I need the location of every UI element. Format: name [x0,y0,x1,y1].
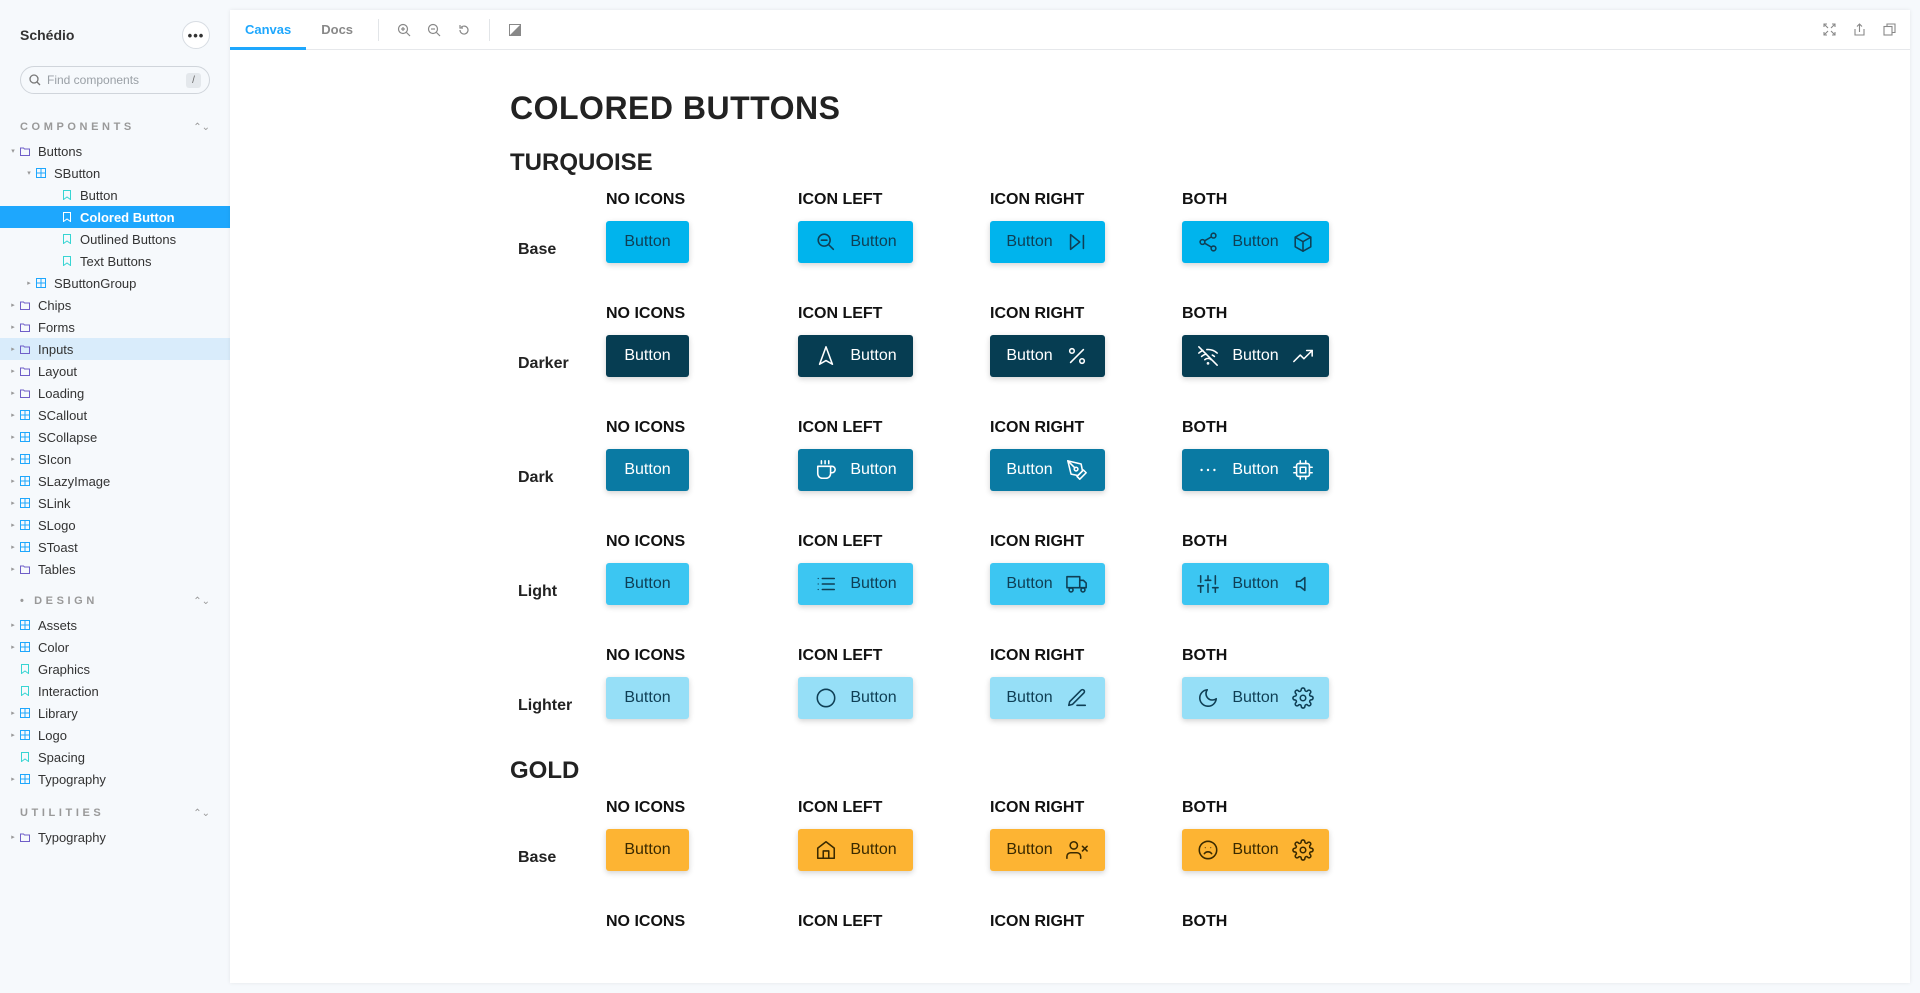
coffee-icon [814,458,838,482]
bookmark-icon [60,188,74,202]
sidebar-item-label: SLazyImage [38,473,111,489]
components-section-header[interactable] [0,114,230,140]
section-title-turquoise: TURQUOISE [510,149,653,176]
bookmark-icon [60,254,74,268]
chevron-right-icon[interactable]: ▸ [11,710,15,717]
collapse-toggle-icon[interactable]: ⌃⌄ [193,595,210,607]
chevron-right-icon[interactable]: ▸ [11,478,15,485]
component-icon [18,496,32,510]
chevron-right-icon[interactable]: ▸ [27,280,31,287]
button-label: Button [1232,347,1279,364]
sidebar-item-slogo[interactable] [0,514,230,536]
column-header: ICON RIGHT [990,533,1085,550]
button-row-light [510,525,1910,639]
search-shortcut-badge: / [186,73,201,88]
utilities-section-title: UTILITIES [20,807,105,819]
chevron-right-icon[interactable]: ▸ [11,456,15,463]
sidebar-item-label: Typography [38,771,106,787]
base-both-icons-button[interactable] [1182,221,1329,263]
moon-icon [1196,686,1220,710]
design-section-label: DESIGN [34,595,98,607]
base-no-icons-button[interactable] [606,221,689,263]
row-label: Darker [518,355,569,372]
sidebar-item-scallout[interactable] [0,404,230,426]
dark-icon-right-button[interactable] [990,449,1105,491]
button-label: Button [1006,461,1053,478]
background-toggle-icon[interactable] [500,15,530,45]
chevron-right-icon[interactable]: ▸ [11,544,15,551]
button-label: Button [1006,233,1053,250]
base-icon-left-button[interactable] [798,221,913,263]
component-icon [18,640,32,654]
bookmark-icon [18,684,32,698]
settings-icon [1291,686,1315,710]
darker-icon-right-button[interactable] [990,335,1105,377]
column-header: ICON RIGHT [990,913,1085,930]
sidebar-item-assets[interactable] [0,614,230,636]
row-label: Dark [518,469,554,486]
sidebar-item-scollapse[interactable] [0,426,230,448]
chevron-down-icon[interactable]: ▾ [11,148,15,155]
sidebar-item-label: SCallout [38,407,88,423]
sidebar-item-label: Tables [38,561,76,577]
component-icon [18,430,32,444]
base-both-icons-button[interactable] [1182,829,1329,871]
turquoise-grid [510,183,1910,753]
row-label: Base [518,241,557,258]
sidebar-item-button[interactable] [0,184,230,206]
search-minus-icon [814,230,838,254]
chevron-right-icon[interactable]: ▸ [11,644,15,651]
button-row-darker [510,297,1910,411]
column-header: BOTH [1182,647,1228,664]
column-header: ICON RIGHT [990,419,1085,436]
bookmark-icon [60,210,74,224]
share-icon [1196,230,1220,254]
darker-both-icons-button[interactable] [1182,335,1329,377]
dark-no-icons-button[interactable] [606,449,689,491]
home-icon [814,838,838,862]
fullscreen-icon[interactable] [1814,15,1844,45]
settings-icon [1291,838,1315,862]
sidebar-item-library[interactable] [0,702,230,724]
sidebar-item-label: Inputs [38,341,74,357]
toolbar-divider [489,19,490,41]
sidebar-item-tables[interactable] [0,558,230,580]
sidebar-item-label: SButton [54,165,101,181]
column-header: ICON RIGHT [990,647,1085,664]
column-header: ICON LEFT [798,305,883,322]
sidebar-item-stoast[interactable] [0,536,230,558]
sliders-icon [1196,572,1220,596]
utilities-section-header[interactable] [0,800,230,826]
button-label: Button [1232,575,1279,592]
chevron-right-icon[interactable]: ▸ [11,390,15,397]
light-no-icons-button[interactable] [606,563,689,605]
brand-title[interactable]: Schédio [20,27,75,43]
folder-icon [18,144,32,158]
button-row-lighter [510,639,1910,753]
column-header: ICON RIGHT [990,191,1085,208]
base-icon-left-button[interactable] [798,829,913,871]
component-icon [18,518,32,532]
light-both-icons-button[interactable] [1182,563,1329,605]
sidebar-item-logo[interactable] [0,724,230,746]
zoom-out-icon[interactable] [419,15,449,45]
sidebar-item-sbuttongroup[interactable] [0,272,230,294]
chevron-right-icon[interactable]: ▸ [11,346,15,353]
user-x-icon [1065,838,1089,862]
button-label: Button [624,841,671,858]
darker-icon-left-button[interactable] [798,335,913,377]
column-header: NO ICONS [606,419,686,436]
column-header: BOTH [1182,913,1228,930]
collapse-toggle-icon[interactable]: ⌃⌄ [193,807,210,819]
sidebar-item-loading[interactable] [0,382,230,404]
folder-icon [18,364,32,378]
column-header: ICON LEFT [798,419,883,436]
column-header: ICON LEFT [798,799,883,816]
collapse-toggle-icon[interactable]: ⌃⌄ [193,121,210,133]
component-icon [34,166,48,180]
sidebar-item-text-buttons[interactable] [0,250,230,272]
canvas [230,90,1910,983]
button-label: Button [850,461,897,478]
folder-icon [18,386,32,400]
navigation-icon [814,344,838,368]
sidebar-item-graphics[interactable] [0,658,230,680]
column-header: NO ICONS [606,533,686,550]
sidebar-item-outlined-buttons[interactable] [0,228,230,250]
sidebar-item-slink[interactable] [0,492,230,514]
sidebar-item-slazyimage[interactable] [0,470,230,492]
row-label: Light [518,583,558,600]
sidebar-item-buttons[interactable] [0,140,230,162]
dark-both-icons-button[interactable] [1182,449,1329,491]
chevron-right-icon[interactable]: ▸ [11,776,15,783]
copy-link-icon[interactable] [1874,15,1904,45]
button-label: Button [1006,841,1053,858]
chevron-right-icon[interactable]: ▸ [11,324,15,331]
column-header: BOTH [1182,799,1228,816]
button-row-base [510,791,1910,905]
sidebar-item-label: Button [80,187,118,203]
sidebar-item-label: Library [38,705,78,721]
more-horizontal-icon [1196,458,1220,482]
bookmark-icon [18,662,32,676]
chevron-right-icon[interactable]: ▸ [11,434,15,441]
skip-forward-icon [1065,230,1089,254]
button-label: Button [624,575,671,592]
folder-icon [18,320,32,334]
button-label: Button [850,347,897,364]
button-label: Button [1232,461,1279,478]
button-label: Button [624,689,671,706]
component-icon [18,618,32,632]
lighter-icon-right-button[interactable] [990,677,1105,719]
chevron-right-icon[interactable]: ▸ [11,412,15,419]
box-icon [1291,230,1315,254]
search-box[interactable] [20,66,210,94]
frown-icon [1196,838,1220,862]
components-section-title: COMPONENTS [20,121,135,133]
button-label: Button [1232,689,1279,706]
light-icon-left-button[interactable] [798,563,913,605]
sidebar-item-label: SIcon [38,451,72,467]
dark-icon-left-button[interactable] [798,449,913,491]
bookmark-icon [60,232,74,246]
sidebar-item-chips[interactable] [0,294,230,316]
more-options-button[interactable]: ••• [182,21,210,49]
column-header: NO ICONS [606,305,686,322]
column-header: ICON RIGHT [990,799,1085,816]
truck-icon [1065,572,1089,596]
button-label: Button [850,575,897,592]
column-header: ICON LEFT [798,647,883,664]
base-icon-right-button[interactable] [990,829,1105,871]
gold-grid [510,791,1910,983]
sidebar-item-sicon[interactable] [0,448,230,470]
sidebar-item-label: SLink [38,495,71,511]
lighter-icon-left-button[interactable] [798,677,913,719]
column-header: NO ICONS [606,647,686,664]
edit-icon [1065,686,1089,710]
lighter-both-icons-button[interactable] [1182,677,1329,719]
column-header: NO ICONS [606,799,686,816]
sidebar-item-inputs[interactable] [0,338,230,360]
darker-no-icons-button[interactable] [606,335,689,377]
sidebar-item-layout[interactable] [0,360,230,382]
column-header: ICON RIGHT [990,305,1085,322]
sidebar-item-label: Spacing [38,749,85,765]
button-label: Button [850,841,897,858]
button-label: Button [1006,347,1053,364]
sidebar-item-label: SToast [38,539,78,555]
sidebar-item-forms[interactable] [0,316,230,338]
search-input[interactable] [47,73,167,87]
sidebar-item-label: Outlined Buttons [80,231,177,247]
column-header: BOTH [1182,419,1228,436]
column-header: ICON LEFT [798,913,883,930]
utilities-tree [0,826,230,848]
zoom-in-icon[interactable] [389,15,419,45]
sidebar-item-label: Graphics [38,661,91,677]
chevron-right-icon[interactable]: ▸ [11,732,15,739]
light-icon-right-button[interactable] [990,563,1105,605]
column-header: NO ICONS [606,191,686,208]
sidebar-item-label: Assets [38,617,78,633]
bookmark-icon [18,750,32,764]
sidebar-item-interaction[interactable] [0,680,230,702]
button-row-partial [510,905,1910,983]
page-title: COLORED BUTTONS [510,90,841,126]
trending-up-icon [1291,344,1315,368]
sidebar-item-label: Buttons [38,143,83,159]
chevron-right-icon[interactable]: ▸ [11,522,15,529]
sidebar-item-typography[interactable] [0,768,230,790]
button-row-base [510,183,1910,297]
row-label: Base [518,849,557,866]
sidebar [0,0,230,993]
button-label: Button [1006,689,1053,706]
volume-icon [1291,572,1315,596]
tab-canvas[interactable]: Canvas [230,10,306,50]
sidebar-item-label: Loading [38,385,85,401]
design-tree [0,614,230,790]
sidebar-item-label: Color [38,639,70,655]
reset-zoom-icon[interactable] [449,15,479,45]
component-icon [18,772,32,786]
percent-icon [1065,344,1089,368]
sidebar-item-label: SButtonGroup [54,275,137,291]
sidebar-item-label: Typography [38,829,106,845]
circle-icon [814,686,838,710]
button-label: Button [624,233,671,250]
sidebar-item-label: Layout [38,363,78,379]
chevron-right-icon[interactable]: ▸ [11,566,15,573]
sidebar-item-sbutton[interactable] [0,162,230,184]
cpu-icon [1291,458,1315,482]
base-no-icons-button[interactable] [606,829,689,871]
sidebar-item-label: SCollapse [38,429,98,445]
folder-icon [18,562,32,576]
sidebar-item-label: Chips [38,297,72,313]
share-icon[interactable] [1844,15,1874,45]
toolbar [230,10,1910,50]
button-row-dark [510,411,1910,525]
button-label: Button [624,461,671,478]
button-label: Button [624,347,671,364]
sidebar-item-label: Forms [38,319,75,335]
toolbar-right [1814,15,1910,45]
button-label: Button [850,689,897,706]
component-icon [34,276,48,290]
sidebar-item-label: Text Buttons [80,253,152,269]
column-header: BOTH [1182,191,1228,208]
row-label: Lighter [518,697,573,714]
design-section-title: • DESIGN [20,595,98,607]
chevron-right-icon[interactable]: ▸ [11,302,15,309]
toolbar-divider [378,19,379,41]
component-icon [18,728,32,742]
lighter-no-icons-button[interactable] [606,677,689,719]
button-label: Button [1232,233,1279,250]
component-icon [18,706,32,720]
sidebar-item-typography[interactable] [0,826,230,848]
tab-docs[interactable]: Docs [321,22,354,37]
folder-icon [18,298,32,312]
brand-row [0,18,230,52]
column-header: ICON LEFT [798,191,883,208]
wifi-off-icon [1196,344,1220,368]
chevron-right-icon[interactable]: ▸ [11,834,15,841]
base-icon-right-button[interactable] [990,221,1105,263]
sidebar-item-spacing[interactable] [0,746,230,768]
column-header: BOTH [1182,533,1228,550]
sidebar-item-colored-button[interactable] [0,206,230,228]
sidebar-item-color[interactable] [0,636,230,658]
column-header: NO ICONS [606,913,686,930]
component-icon [18,474,32,488]
component-icon [18,452,32,466]
folder-icon [18,342,32,356]
preview-panel [230,10,1910,983]
section-title-gold: GOLD [510,757,580,784]
folder-icon [18,830,32,844]
search-icon [29,74,41,86]
list-icon [814,572,838,596]
button-label: Button [1006,575,1053,592]
column-header: BOTH [1182,305,1228,322]
sidebar-item-label: Logo [38,727,67,743]
chevron-down-icon[interactable]: ▾ [27,170,31,177]
button-label: Button [1232,841,1279,858]
component-icon [18,408,32,422]
chevron-right-icon[interactable]: ▸ [11,500,15,507]
sidebar-item-label: Colored Button [80,209,175,225]
chevron-right-icon[interactable]: ▸ [11,368,15,375]
component-icon [18,540,32,554]
chevron-right-icon[interactable]: ▸ [11,622,15,629]
design-section-header[interactable] [0,588,230,614]
components-tree [0,140,230,580]
sidebar-item-label: SLogo [38,517,76,533]
column-header: ICON LEFT [798,533,883,550]
pen-tool-icon [1065,458,1089,482]
sidebar-item-label: Interaction [38,683,99,699]
button-label: Button [850,233,897,250]
